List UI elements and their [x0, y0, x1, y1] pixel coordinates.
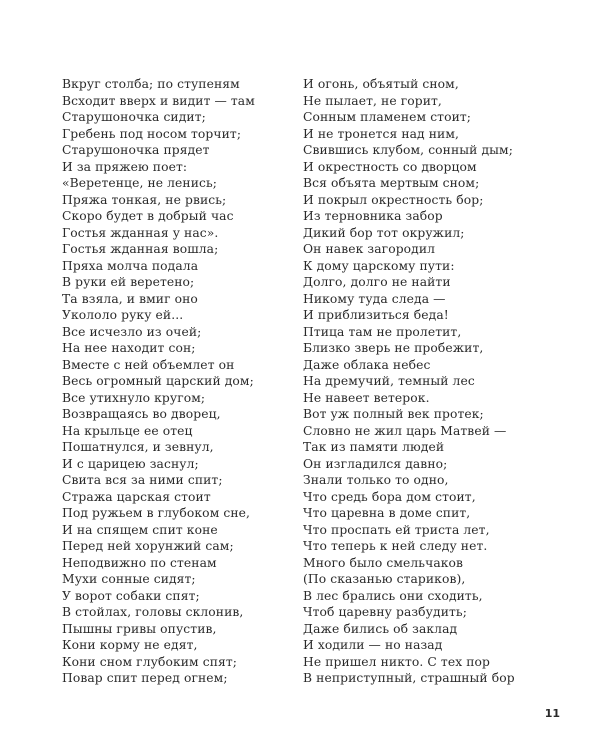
poem-line: К дому царскому пути: [303, 258, 455, 273]
poem-line: Гостья жданная вошла; [62, 242, 219, 256]
poem-line: В руки ей веретено; [62, 275, 195, 289]
poem-line: Вся объята мертвым сном; [303, 176, 480, 190]
poem-column-left [62, 76, 255, 687]
poem-line: Пошатнулся, и зевнул, [62, 440, 214, 454]
poem-line: Вместе с ней объемлет он [62, 357, 235, 372]
poem-line: Кони корму не едят, [62, 638, 198, 652]
poem-line: И с царицею заснул; [62, 456, 199, 471]
poem-line: На нее находит сон; [62, 341, 196, 355]
poem-line: Старушоночка прядет [62, 143, 210, 157]
poem-line: Все утихнуло кругом; [62, 390, 206, 405]
poem-line: Долго, долго не найти [303, 275, 451, 289]
poem-line: Птица там не пролетит, [303, 324, 462, 339]
poem-line: Близко зверь не пробежит, [303, 341, 484, 355]
poem-line: У ворот собаки спят; [62, 588, 200, 603]
poem-line: Знали только то одно, [303, 473, 449, 487]
poem-line: И не тронется над ним, [303, 126, 459, 141]
poem-line: Все исчезло из очей; [62, 324, 202, 339]
poem-line: Кони сном глубоким спят; [62, 654, 238, 669]
poem-line: Гостья жданная у нас». [62, 225, 219, 240]
poem-line: Возвращаясь во дворец, [62, 407, 221, 421]
poem-line: Что средь бора дом стоит, [303, 489, 476, 504]
poem-line: Та взяла, и вмиг оно [62, 291, 198, 306]
poem-line: Повар спит перед огнем; [62, 671, 228, 685]
poem-line: И окрестность со дворцом [303, 159, 477, 174]
poem-line: Скоро будет в добрый час [62, 209, 234, 223]
poem-line: Перед ней хорунжий сам; [62, 539, 234, 553]
poem-line: Свившись клубом, сонный дым; [303, 143, 513, 157]
poem-line: Укололо руку ей... [62, 308, 184, 322]
poem-line: Что теперь к ней следу нет. [303, 539, 488, 553]
poem-line: Много было смельчаков [303, 555, 464, 570]
poem-line: Всходит вверх и видит — там [62, 93, 255, 108]
poem-line: На дремучий, темный лес [303, 374, 475, 388]
poem-line: В лес брались они сходить, [303, 588, 483, 603]
poem-line: Он навек загородил [303, 242, 436, 256]
poem-line: Свита вся за ними спит; [62, 473, 223, 487]
poem-line: Что проспать ей триста лет, [303, 522, 490, 537]
poem-line: Пышны гривы опустив, [62, 621, 217, 636]
poem-line: (По сказанью стариков), [303, 572, 466, 586]
poem-line: Старушоночка сидит; [62, 110, 206, 124]
poem-line: И за пряжею поет: [62, 159, 188, 174]
poem-line: Из терновника забор [303, 209, 443, 223]
poem-line: Даже облака небес [303, 357, 431, 372]
poem-line: Он изгладился давно; [303, 456, 448, 471]
poem-line: «Веретенце, не ленись; [62, 176, 218, 190]
poem-line: Вот уж полный век протек; [303, 407, 484, 421]
poem-line: Чтоб царевну разбудить; [303, 605, 467, 619]
poem-line: Гребень под носом торчит; [62, 126, 242, 141]
poem-line: Стража царская стоит [62, 489, 211, 504]
poem-line: Никому туда следа — [303, 291, 446, 306]
poem-line: И ходили — но назад [303, 638, 443, 652]
poem-line: В стойлах, головы склонив, [62, 605, 244, 619]
poem-column-right [303, 76, 515, 687]
poem-line: Пряха молча подала [62, 258, 199, 273]
poem-line: Вкруг столба; по ступеням [62, 77, 240, 91]
poem-line: Не навеет ветерок. [303, 390, 430, 405]
poem-line: Дикий бор тот окружил; [303, 225, 465, 240]
poem-line: Мухи сонные сидят; [62, 572, 196, 586]
poem-line: И покрыл окрестность бор; [303, 192, 484, 207]
poem-line: И на спящем спит коне [62, 522, 218, 537]
poem-line: Не пришел никто. С тех пор [303, 654, 491, 669]
poem-line: На крыльце ее отец [62, 423, 193, 438]
poem-line: Что царевна в доме спит, [303, 506, 471, 520]
poem-line: И огонь, объятый сном, [303, 77, 459, 91]
poem-line: Под ружьем в глубоком сне, [62, 506, 251, 520]
poem-line: Так из памяти людей [303, 440, 445, 454]
poem-line: Весь огромный царский дом; [62, 374, 254, 388]
poem-line: Словно не жил царь Матвей — [303, 423, 507, 438]
poem-line: Не пылает, не горит, [303, 93, 442, 108]
page-number: 11 [544, 707, 560, 720]
poem-line: Сонным пламенем стоит; [303, 110, 472, 124]
poem-line: Неподвижно по стенам [62, 555, 217, 570]
poem-line: В неприступный, страшный бор [303, 671, 515, 685]
poem-line: Даже бились об заклад [303, 621, 458, 636]
poem-line: Пряжа тонкая, не рвись; [62, 192, 227, 207]
poem-line: И приблизиться беда! [303, 308, 449, 322]
